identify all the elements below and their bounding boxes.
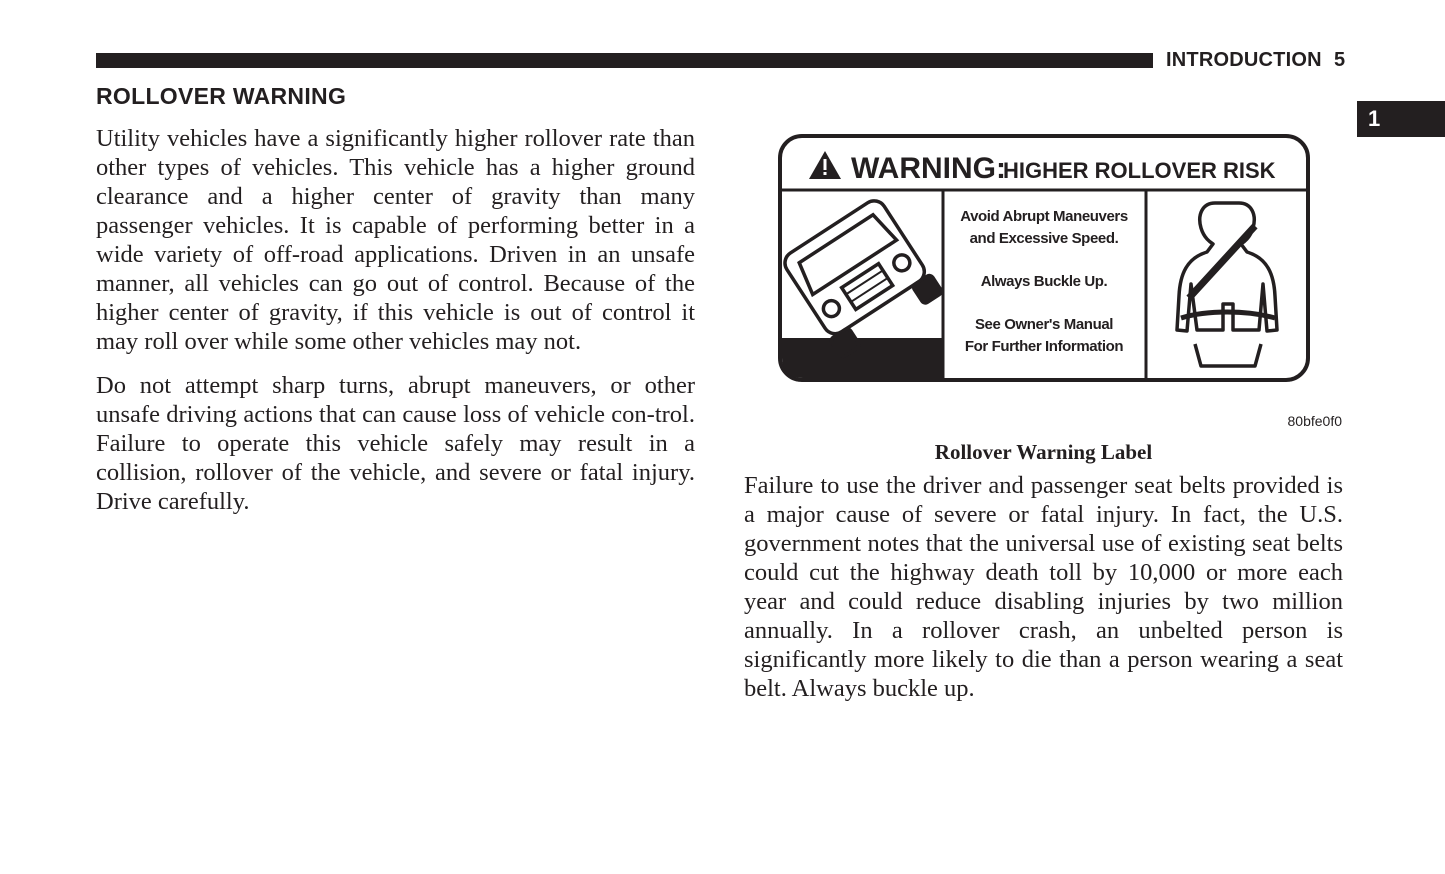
body-paragraph: Do not attempt sharp turns, abrupt maneuvers, or other unsafe driving actions that can cause loss of vehicle con-trol. Failure to operate this vehicle safely may result in a collision, rollover of the vehicle, and severe or fatal injury. Drive carefully. [96, 372, 695, 515]
rollover-warning-label [777, 134, 1311, 384]
figure-caption: Rollover Warning Label [934, 440, 1153, 464]
section-heading: ROLLOVER WARNING [96, 83, 347, 109]
label-line: See Owner's Manual [974, 316, 1114, 333]
label-line: For Further Information [964, 338, 1124, 355]
body-paragraph: Utility vehicles have a significantly higher rollover rate than other types of vehicles. This vehicle has a higher ground clearance and a higher center of gravity than many passenger vehicles. It is capable of performing better in a wide variety of off-road applications. Driven in an unsafe manner, all vehicles can go out of control. Because of the higher center of gravity, if this vehicle is out of control it may roll over while some other vehicles may not. [96, 125, 695, 355]
label-title-main: WARNING: [851, 152, 1006, 185]
label-line: Avoid Abrupt Maneuvers [960, 208, 1128, 225]
figure-code: 80bfe0f0 [1287, 413, 1342, 429]
label-title-sub: HIGHER ROLLOVER RISK [1003, 158, 1276, 183]
running-header-section: INTRODUCTION [1166, 49, 1322, 71]
header-rule [96, 53, 1153, 68]
page-number: 5 [1334, 49, 1346, 71]
body-paragraph: Failure to use the driver and passenger seat belts provided is a major cause of severe or fatal injury. In fact, the U.S. government notes that the universal use of existing seat belts could cut the highway death toll by 10,000 or more each year and could reduce disabling injuries by two million annually. In a rollover crash, an unbelted person is significantly more likely to die than a person wearing a seat belt. Always buckle up. [744, 472, 1343, 702]
chapter-tab: 1 [1357, 101, 1445, 137]
label-line: Always Buckle Up. [980, 273, 1108, 290]
label-line: and Excessive Speed. [969, 230, 1119, 247]
